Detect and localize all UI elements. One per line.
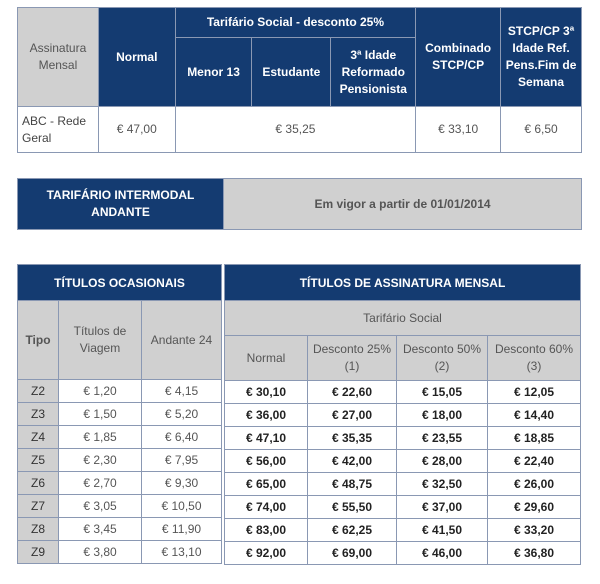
cell-normal: € 30,10 (225, 381, 308, 404)
cell-normal: € 47,10 (225, 427, 308, 450)
table-row (225, 542, 581, 565)
cell-desconto-50: € 41,50 (397, 519, 488, 542)
cell-andante-24: € 11,90 (142, 518, 222, 541)
table-row (225, 381, 581, 404)
cell-andante-24: € 10,50 (142, 495, 222, 518)
header-menor-13: Menor 13 (175, 38, 252, 107)
table-row (18, 380, 222, 403)
table-row (225, 496, 581, 519)
col-andante-24: Andante 24 (142, 301, 222, 380)
cell-tipo: Z4 (18, 426, 59, 449)
cell-andante-24: € 7,95 (142, 449, 222, 472)
cell-desconto-60: € 18,85 (488, 427, 581, 450)
col-tipo: Tipo (18, 301, 59, 380)
cell-desconto-60: € 36,80 (488, 542, 581, 565)
table-row (225, 473, 581, 496)
table-row (18, 472, 222, 495)
intermodal-table (17, 178, 582, 230)
cell-normal: € 65,00 (225, 473, 308, 496)
cell-titulos-viagem: € 3,80 (59, 541, 142, 564)
cell-andante-24: € 6,40 (142, 426, 222, 449)
col-desconto-50: Desconto 50% (2) (397, 336, 488, 381)
col-desconto-25: Desconto 25% (1) (308, 336, 397, 381)
table-row (225, 450, 581, 473)
header-combinado: Combinado STCP/CP (416, 8, 501, 107)
header-tarifario-social: Tarifário Social - desconto 25% (175, 8, 416, 38)
col-normal: Normal (225, 336, 308, 381)
cell-normal: € 36,00 (225, 404, 308, 427)
assinatura-table (224, 264, 581, 565)
cell-desconto-60: € 12,05 (488, 381, 581, 404)
header-estudante: Estudante (252, 38, 331, 107)
table-row (225, 519, 581, 542)
cell-titulos-viagem: € 1,85 (59, 426, 142, 449)
cell-desconto-25: € 55,50 (308, 496, 397, 519)
cell-titulos-viagem: € 2,70 (59, 472, 142, 495)
cell-titulos-viagem: € 3,45 (59, 518, 142, 541)
row-label: ABC - Rede Geral (18, 107, 99, 153)
col-titulos-viagem: Títulos de Viagem (59, 301, 142, 380)
cell-desconto-25: € 69,00 (308, 542, 397, 565)
cell-tipo: Z7 (18, 495, 59, 518)
cell-desconto-50: € 28,00 (397, 450, 488, 473)
intermodal-text: Em vigor a partir de 01/01/2014 (224, 179, 582, 230)
cell-normal: € 47,00 (98, 107, 175, 153)
cell-desconto-60: € 26,00 (488, 473, 581, 496)
cell-desconto-60: € 22,40 (488, 450, 581, 473)
table-row (225, 404, 581, 427)
col-desconto-60: Desconto 60% (3) (488, 336, 581, 381)
cell-normal: € 74,00 (225, 496, 308, 519)
cell-normal: € 83,00 (225, 519, 308, 542)
cell-desconto-50: € 15,05 (397, 381, 488, 404)
cell-desconto-25: € 42,00 (308, 450, 397, 473)
cell-stcp: € 6,50 (501, 107, 582, 153)
cell-social: € 35,25 (175, 107, 416, 153)
cell-desconto-50: € 46,00 (397, 542, 488, 565)
cell-andante-24: € 5,20 (142, 403, 222, 426)
cell-titulos-viagem: € 2,30 (59, 449, 142, 472)
cell-desconto-25: € 22,60 (308, 381, 397, 404)
cell-tipo: Z2 (18, 380, 59, 403)
cell-desconto-25: € 62,25 (308, 519, 397, 542)
cell-tipo: Z6 (18, 472, 59, 495)
cell-tipo: Z3 (18, 403, 59, 426)
cell-tipo: Z5 (18, 449, 59, 472)
cell-tipo: Z9 (18, 541, 59, 564)
cell-desconto-60: € 14,40 (488, 404, 581, 427)
table-row (18, 518, 222, 541)
ocasionais-title: TÍTULOS OCASIONAIS (18, 265, 222, 301)
cell-desconto-60: € 29,60 (488, 496, 581, 519)
cell-andante-24: € 13,10 (142, 541, 222, 564)
table-row (18, 541, 222, 564)
cell-desconto-50: € 18,00 (397, 404, 488, 427)
cell-desconto-50: € 32,50 (397, 473, 488, 496)
cell-desconto-50: € 37,00 (397, 496, 488, 519)
table-row (225, 427, 581, 450)
assinatura-title: TÍTULOS DE ASSINATURA MENSAL (225, 265, 581, 301)
cell-andante-24: € 4,15 (142, 380, 222, 403)
table-row (18, 426, 222, 449)
cell-desconto-60: € 33,20 (488, 519, 581, 542)
table-row (18, 403, 222, 426)
cell-normal: € 56,00 (225, 450, 308, 473)
ocasionais-table (17, 264, 222, 564)
cell-normal: € 92,00 (225, 542, 308, 565)
cell-titulos-viagem: € 1,50 (59, 403, 142, 426)
intermodal-title: TARIFÁRIO INTERMODAL ANDANTE (18, 179, 224, 230)
cell-desconto-25: € 48,75 (308, 473, 397, 496)
table-row (18, 449, 222, 472)
assinatura-subtitle: Tarifário Social (225, 301, 581, 336)
header-stcp-cp: STCP/CP 3ª Idade Ref. Pens.Fim de Semana (501, 8, 582, 107)
table-row (18, 495, 222, 518)
header-normal: Normal (98, 8, 175, 107)
cell-combinado: € 33,10 (416, 107, 501, 153)
cell-titulos-viagem: € 3,05 (59, 495, 142, 518)
cell-desconto-25: € 35,35 (308, 427, 397, 450)
tarifario-table (17, 7, 582, 153)
cell-desconto-25: € 27,00 (308, 404, 397, 427)
header-3-idade: 3ª Idade Reformado Pensionista (331, 38, 416, 107)
header-assinatura-mensal: Assinatura Mensal (18, 8, 99, 107)
cell-andante-24: € 9,30 (142, 472, 222, 495)
cell-titulos-viagem: € 1,20 (59, 380, 142, 403)
cell-desconto-50: € 23,55 (397, 427, 488, 450)
cell-tipo: Z8 (18, 518, 59, 541)
